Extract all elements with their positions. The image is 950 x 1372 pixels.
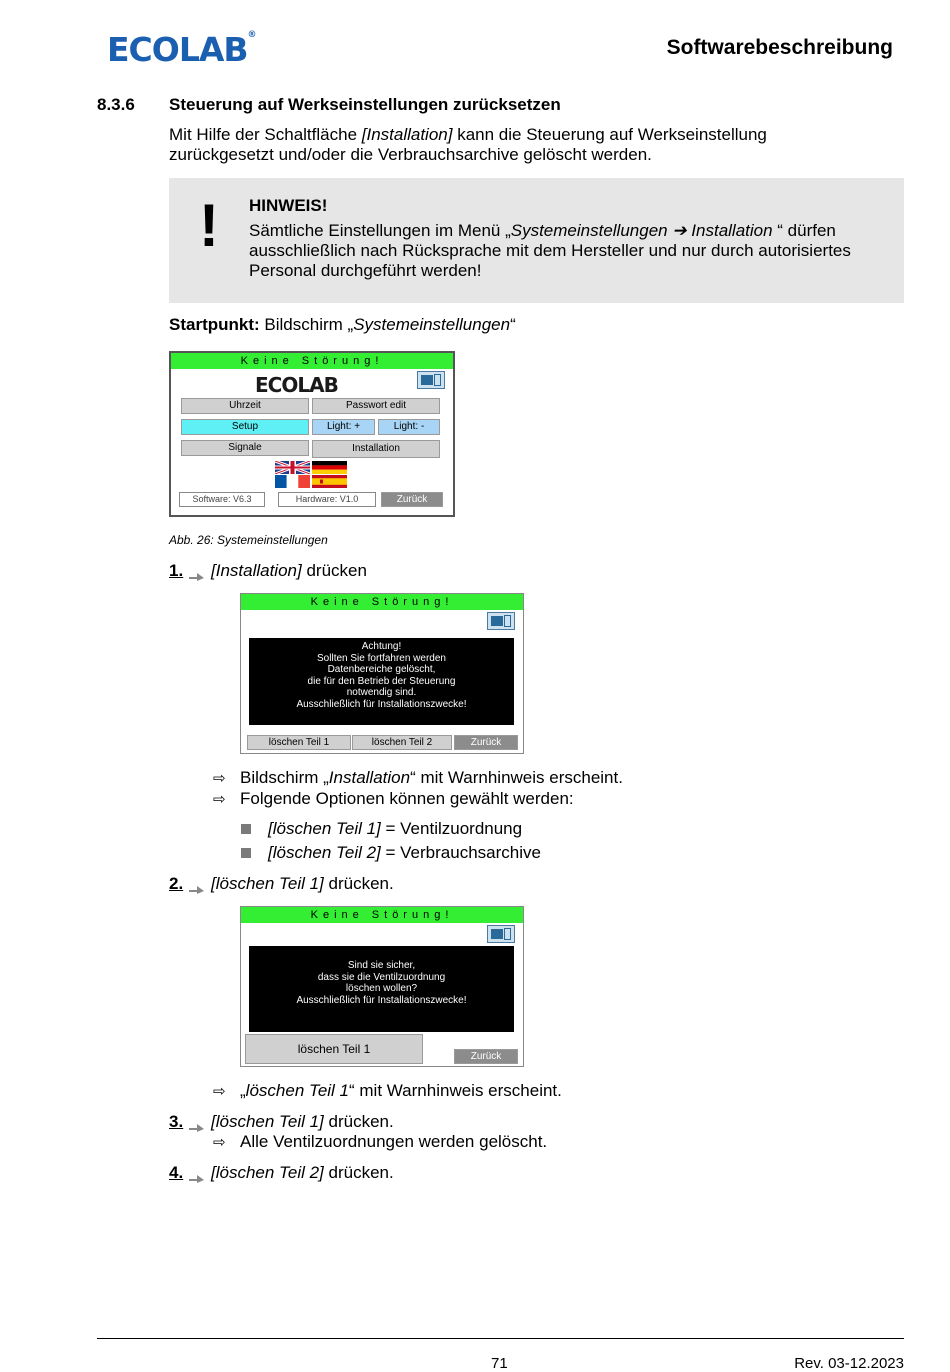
result-arrow-icon: ⇨ — [213, 791, 226, 808]
result-loeschen-teil-1: ⇨ „löschen Teil 1“ mit Warnhinweis erscheint. — [213, 1081, 562, 1100]
passwort-edit-button[interactable]: Passwort edit — [312, 398, 440, 414]
step-arrow-icon — [189, 1122, 205, 1132]
step-arrow-icon — [189, 571, 205, 581]
flag-spain-icon[interactable] — [312, 475, 347, 488]
result-ventilzuordnungen: ⇨ Alle Ventilzuordnungen werden gelöscht. — [213, 1132, 548, 1151]
section-title: Steuerung auf Werkseinstellungen zurücksetzen — [169, 95, 561, 114]
software-version: Software: V6.3 — [179, 492, 265, 507]
zurueck-button[interactable]: Zurück — [381, 492, 443, 507]
light-plus-button[interactable]: Light: + — [312, 419, 375, 435]
page-number: 71 — [491, 1355, 508, 1372]
warning-line: notwendig sind. — [346, 687, 417, 698]
light-minus-button[interactable]: Light: - — [378, 419, 440, 435]
warning-line: dass sie die Ventilzuordnung — [317, 971, 446, 983]
ecolab-logo: ECOLAB® — [107, 30, 256, 69]
result-arrow-icon: ⇨ — [213, 770, 226, 787]
warning-line: Ausschließlich für Installationszwecke! — [296, 994, 467, 1006]
step-arrow-icon — [189, 884, 205, 894]
intro-paragraph: Mit Hilfe der Schaltfläche [Installation] kann die Steuerung auf Werkseinstellung zurückgesetzt und/oder die Verbrauchsarchive gelöscht werden. — [169, 125, 767, 164]
status-bar: Keine Störung! — [241, 594, 523, 610]
exit-icon[interactable] — [487, 612, 515, 630]
loeschen-teil-2-button[interactable]: löschen Teil 2 — [352, 735, 452, 750]
setup-button[interactable]: Setup — [181, 419, 309, 435]
screen-installation-warning — [240, 593, 524, 754]
option-teil-1: [löschen Teil 1] = Ventilzuordnung — [268, 819, 523, 838]
note-body: Sämtliche Einstellungen im Menü „Systemeinstellungen ➔ Installation “ dürfen ausschließlich nach Rücksprache mit dem Hersteller und nur durch autorisiertes Personal durchgeführt werden! — [249, 221, 851, 280]
figure-caption: Abb. 26: Systemeinstellungen — [169, 533, 328, 547]
step-4-number: 4. — [169, 1163, 184, 1182]
warning-line: Sind sie sicher, — [347, 960, 416, 971]
status-bar: Keine Störung! — [171, 353, 453, 369]
step-3-text: [löschen Teil 1] drücken. — [211, 1112, 394, 1131]
start-point: Startpunkt: Bildschirm „Systemeinstellungen“ — [169, 315, 516, 334]
result-options: ⇨ Folgende Optionen können gewählt werden: — [213, 789, 574, 808]
screen-logo: ECOLAB — [255, 373, 338, 397]
screen-systemeinstellungen — [169, 351, 455, 517]
note-box — [169, 178, 904, 303]
document-title: Softwarebeschreibung — [666, 36, 893, 59]
exit-icon[interactable] — [487, 925, 515, 943]
warning-message — [249, 638, 514, 725]
step-1-number: 1. — [169, 561, 184, 580]
step-1-text: [Installation] drücken — [211, 561, 367, 580]
step-4-text: [löschen Teil 2] drücken. — [211, 1163, 394, 1182]
loeschen-teil-1-button[interactable]: löschen Teil 1 — [245, 1034, 423, 1064]
bullet-square-icon — [241, 824, 251, 834]
flag-france-icon[interactable] — [275, 475, 310, 488]
warning-message — [249, 946, 514, 1032]
warning-line: Sollten Sie fortfahren werden — [317, 652, 446, 664]
exit-icon[interactable] — [417, 371, 445, 389]
hardware-version: Hardware: V1.0 — [278, 492, 376, 507]
revision: Rev. 03-12.2023 — [794, 1355, 904, 1372]
note-heading: HINWEIS! — [249, 196, 328, 215]
screen-confirm-loeschen — [240, 906, 524, 1067]
footer-divider — [97, 1338, 904, 1339]
option-teil-2: [löschen Teil 2] = Verbrauchsarchive — [268, 843, 541, 862]
result-arrow-icon: ⇨ — [213, 1134, 226, 1151]
signale-button[interactable]: Signale — [181, 440, 309, 456]
flag-germany-icon[interactable] — [312, 461, 347, 474]
flag-uk-icon[interactable] — [275, 461, 310, 474]
warning-line: die für den Betrieb der Steuerung — [307, 675, 456, 687]
status-bar: Keine Störung! — [241, 907, 523, 923]
zurueck-button[interactable]: Zurück — [454, 1049, 518, 1064]
warning-line: Datenbereiche gelöscht, — [327, 664, 436, 675]
step-arrow-icon — [189, 1173, 205, 1183]
warning-line: Ausschließlich für Installationszwecke! — [296, 698, 467, 710]
installation-button[interactable]: Installation — [312, 440, 440, 458]
step-2-text: [löschen Teil 1] drücken. — [211, 874, 394, 893]
result-installation-screen: ⇨ Bildschirm „Installation“ mit Warnhinweis erscheint. — [213, 768, 623, 787]
section-number: 8.3.6 — [97, 95, 135, 114]
exclamation-icon: ! — [199, 192, 219, 259]
zurueck-button[interactable]: Zurück — [454, 735, 518, 750]
uhrzeit-button[interactable]: Uhrzeit — [181, 398, 309, 414]
step-2-number: 2. — [169, 874, 184, 893]
loeschen-teil-1-button[interactable]: löschen Teil 1 — [247, 735, 351, 750]
bullet-square-icon — [241, 848, 251, 858]
warning-line: löschen wollen? — [345, 983, 418, 994]
step-3-number: 3. — [169, 1112, 184, 1131]
warning-line: Achtung! — [361, 641, 402, 652]
result-arrow-icon: ⇨ — [213, 1083, 226, 1100]
